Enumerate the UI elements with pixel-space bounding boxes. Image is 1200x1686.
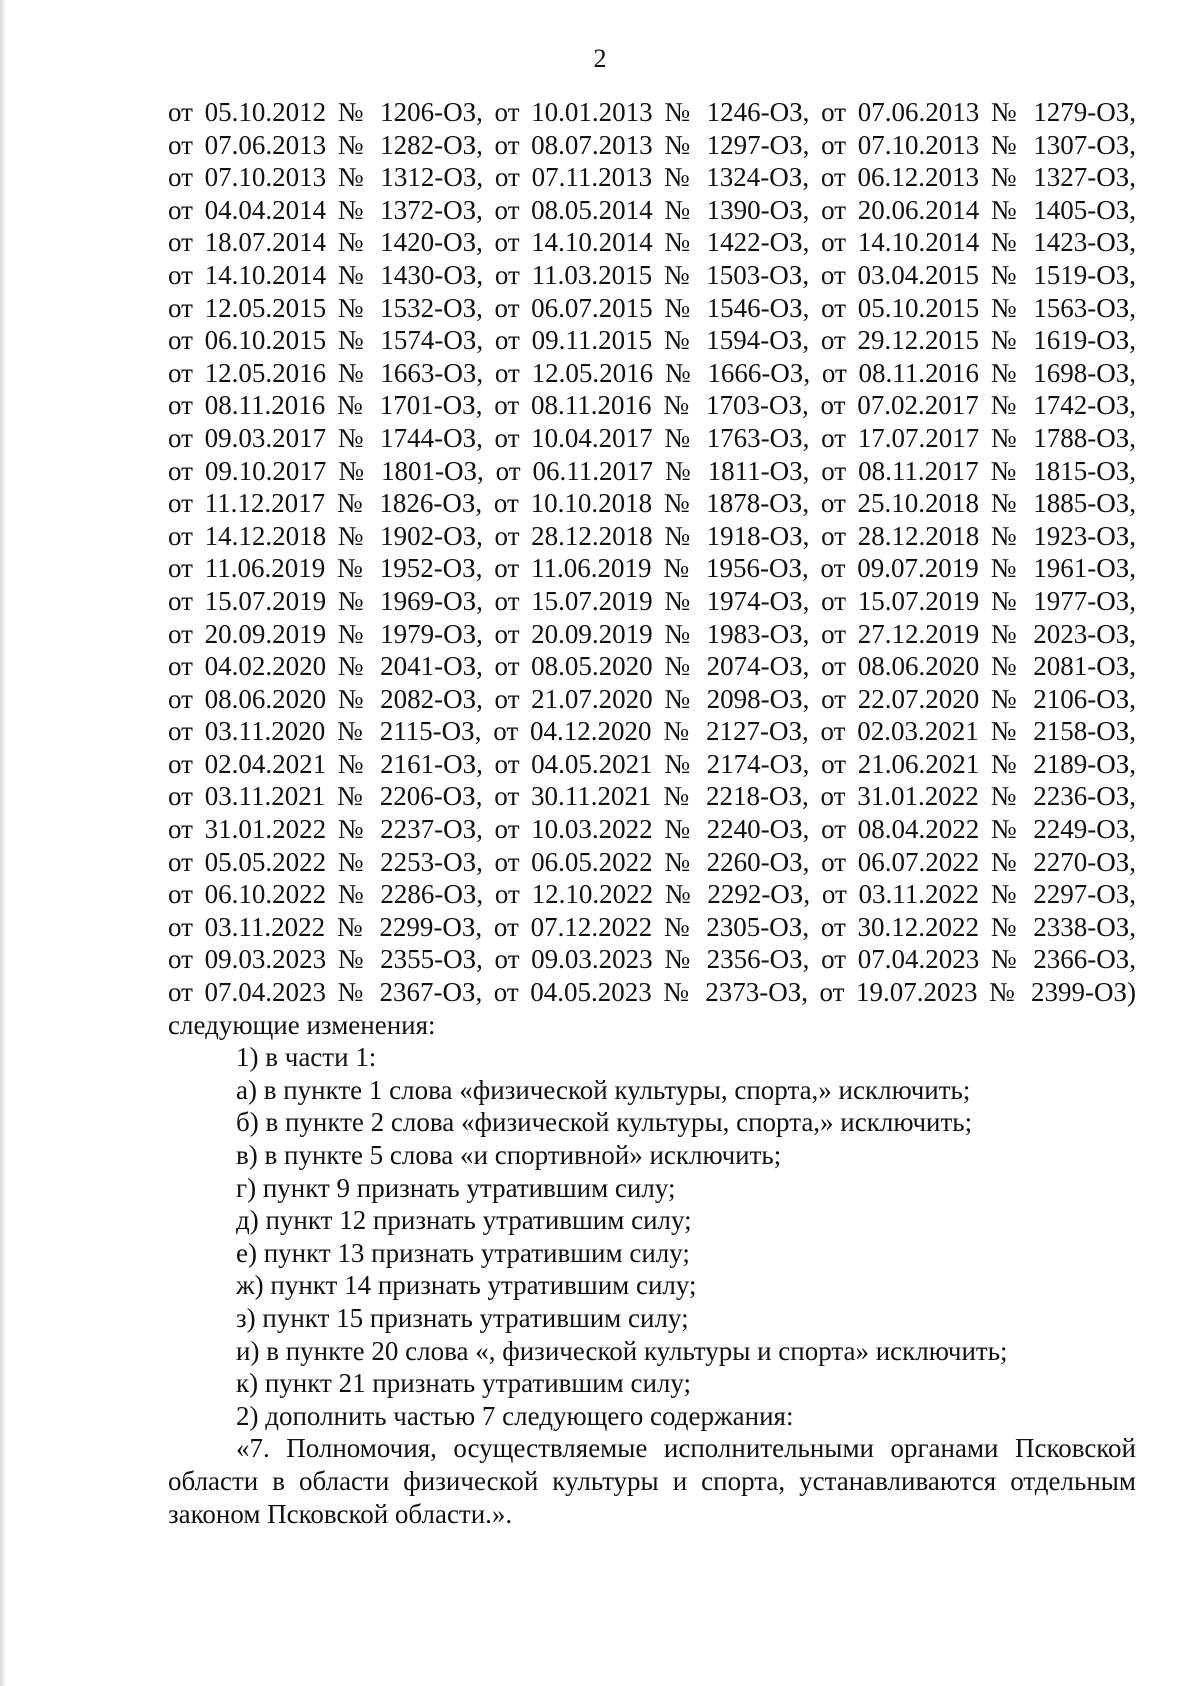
document-body bbox=[168, 96, 1136, 1530]
amendment-line: от 07.04.2023 № 2367-ОЗ, от 04.05.2023 № 2373-ОЗ, от 19.07.2023 № 2399-ОЗ) bbox=[168, 977, 1136, 1008]
amendment-line: от 09.03.2023 № 2355-ОЗ, от 09.03.2023 № 2356-ОЗ, от 07.04.2023 № 2366-ОЗ, bbox=[168, 944, 1136, 975]
amendment-list bbox=[168, 96, 1136, 1009]
amendment-line: от 09.10.2017 № 1801-ОЗ, от 06.11.2017 № 1811-ОЗ, от 08.11.2017 № 1815-ОЗ, bbox=[168, 455, 1136, 486]
subitem: к) пункт 21 признать утратившим силу; bbox=[236, 1368, 692, 1399]
amendment-line: от 06.10.2015 № 1574-ОЗ, от 09.11.2015 № 1594-ОЗ, от 29.12.2015 № 1619-ОЗ, bbox=[168, 325, 1136, 356]
subitem-list bbox=[168, 1074, 1136, 1400]
subitem: д) пункт 12 признать утратившим силу; bbox=[236, 1205, 692, 1236]
quote-line-2: области в области физической культуры и спорта, устанавливаются отдельным bbox=[168, 1465, 1136, 1496]
amendment-line: от 07.10.2013 № 1312-ОЗ, от 07.11.2013 № 1324-ОЗ, от 06.12.2013 № 1327-ОЗ, bbox=[168, 162, 1136, 193]
amendment-line: от 05.05.2022 № 2253-ОЗ, от 06.05.2022 № 2260-ОЗ, от 06.07.2022 № 2270-ОЗ, bbox=[168, 846, 1136, 877]
amendment-line: от 02.04.2021 № 2161-ОЗ, от 04.05.2021 № 2174-ОЗ, от 21.06.2021 № 2189-ОЗ, bbox=[168, 748, 1136, 779]
amendment-line: от 31.01.2022 № 2237-ОЗ, от 10.03.2022 № 2240-ОЗ, от 08.04.2022 № 2249-ОЗ, bbox=[168, 814, 1136, 845]
part-heading: 1) в части 1: bbox=[236, 1042, 377, 1073]
subitem: ж) пункт 14 признать утратившим силу; bbox=[236, 1270, 697, 1301]
subitem: з) пункт 15 признать утратившим силу; bbox=[236, 1302, 689, 1333]
amendment-line: от 20.09.2019 № 1979-ОЗ, от 20.09.2019 № 1983-ОЗ, от 27.12.2019 № 2023-ОЗ, bbox=[168, 618, 1136, 649]
amendment-line: от 12.05.2016 № 1663-ОЗ, от 12.05.2016 № 1666-ОЗ, от 08.11.2016 № 1698-ОЗ, bbox=[168, 357, 1136, 388]
changes-intro: следующие изменения: bbox=[168, 1009, 436, 1040]
amendment-line: от 03.11.2021 № 2206-ОЗ, от 30.11.2021 № 2218-ОЗ, от 31.01.2022 № 2236-ОЗ, bbox=[168, 781, 1136, 812]
amendment-line: от 03.11.2020 № 2115-ОЗ, от 04.12.2020 № 2127-ОЗ, от 02.03.2021 № 2158-ОЗ, bbox=[168, 716, 1136, 747]
subitem: и) в пункте 20 слова «, физической культуры и спорта» исключить; bbox=[236, 1335, 1008, 1366]
page-number: 2 bbox=[593, 44, 607, 73]
amendment-line: от 03.11.2022 № 2299-ОЗ, от 07.12.2022 № 2305-ОЗ, от 30.12.2022 № 2338-ОЗ, bbox=[168, 911, 1136, 942]
subitem: в) в пункте 5 слова «и спортивной» исключить; bbox=[236, 1140, 782, 1170]
quote-line-1: «7. Полномочия, осуществляемые исполнительными органами Псковской bbox=[236, 1433, 1136, 1464]
amendment-line: от 15.07.2019 № 1969-ОЗ, от 15.07.2019 № 1974-ОЗ, от 15.07.2019 № 1977-ОЗ, bbox=[168, 585, 1136, 616]
amendment-line: от 07.06.2013 № 1282-ОЗ, от 08.07.2013 № 1297-ОЗ, от 07.10.2013 № 1307-ОЗ, bbox=[168, 129, 1136, 160]
amendment-line: от 05.10.2012 № 1206-ОЗ, от 10.01.2013 № 1246-ОЗ, от 07.06.2013 № 1279-ОЗ, bbox=[168, 97, 1136, 127]
amendment-line: от 06.10.2022 № 2286-ОЗ, от 12.10.2022 № 2292-ОЗ, от 03.11.2022 № 2297-ОЗ, bbox=[168, 879, 1136, 910]
subitem: г) пункт 9 признать утратившим силу; bbox=[236, 1172, 676, 1203]
subitem: е) пункт 13 признать утратившим силу; bbox=[236, 1237, 690, 1268]
subitem: б) в пункте 2 слова «физической культуры, спорта,» исключить; bbox=[236, 1107, 973, 1138]
quote-line-3: законом Псковской области.». bbox=[168, 1498, 513, 1529]
amendment-line: от 08.06.2020 № 2082-ОЗ, от 21.07.2020 № 2098-ОЗ, от 22.07.2020 № 2106-ОЗ, bbox=[168, 683, 1136, 714]
amendment-line: от 04.02.2020 № 2041-ОЗ, от 08.05.2020 № 2074-ОЗ, от 08.06.2020 № 2081-ОЗ, bbox=[168, 651, 1136, 682]
amendment-line: от 18.07.2014 № 1420-ОЗ, от 14.10.2014 № 1422-ОЗ, от 14.10.2014 № 1423-ОЗ, bbox=[168, 227, 1136, 258]
item-2: 2) дополнить частью 7 следующего содержания: bbox=[236, 1400, 794, 1431]
amendment-line: от 04.04.2014 № 1372-ОЗ, от 08.05.2014 № 1390-ОЗ, от 20.06.2014 № 1405-ОЗ, bbox=[168, 194, 1136, 225]
amendment-line: от 11.12.2017 № 1826-ОЗ, от 10.10.2018 № 1878-ОЗ, от 25.10.2018 № 1885-ОЗ, bbox=[168, 488, 1136, 519]
amendment-line: от 09.03.2017 № 1744-ОЗ, от 10.04.2017 № 1763-ОЗ, от 17.07.2017 № 1788-ОЗ, bbox=[168, 422, 1136, 453]
subitem: а) в пункте 1 слова «физической культуры, спорта,» исключить; bbox=[236, 1074, 971, 1105]
amendment-line: от 14.10.2014 № 1430-ОЗ, от 11.03.2015 № 1503-ОЗ, от 03.04.2015 № 1519-ОЗ, bbox=[168, 259, 1136, 290]
amendment-line: от 08.11.2016 № 1701-ОЗ, от 08.11.2016 № 1703-ОЗ, от 07.02.2017 № 1742-ОЗ, bbox=[168, 390, 1136, 421]
scan-edge bbox=[0, 0, 6, 1686]
amendment-line: от 11.06.2019 № 1952-ОЗ, от 11.06.2019 № 1956-ОЗ, от 09.07.2019 № 1961-ОЗ, bbox=[168, 553, 1136, 584]
amendment-line: от 14.12.2018 № 1902-ОЗ, от 28.12.2018 № 1918-ОЗ, от 28.12.2018 № 1923-ОЗ, bbox=[168, 520, 1136, 551]
amendment-line: от 12.05.2015 № 1532-ОЗ, от 06.07.2015 № 1546-ОЗ, от 05.10.2015 № 1563-ОЗ, bbox=[168, 292, 1136, 323]
